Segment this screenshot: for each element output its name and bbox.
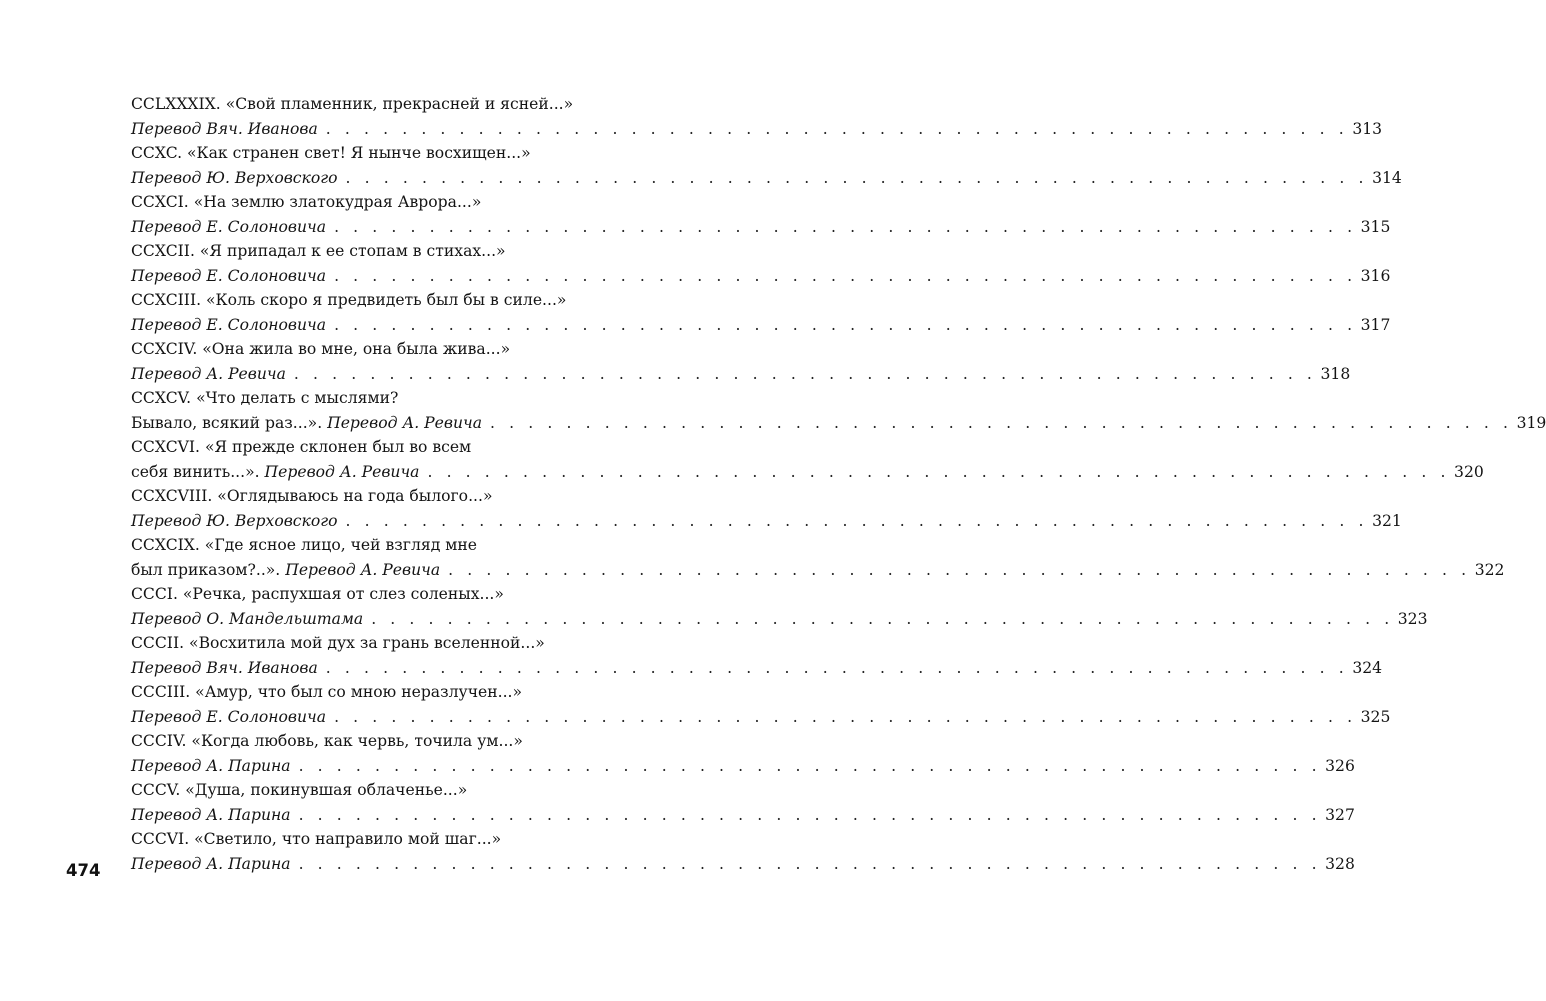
translator-credit: Перевод Вяч. Иванова (131, 119, 318, 138)
toc-entry (131, 582, 1428, 631)
toc-text (131, 607, 363, 632)
toc-leader-line (131, 215, 1391, 240)
page-ref: 323 (1397, 609, 1428, 628)
toc-text (131, 852, 291, 877)
poem-title: CCCIII. «Амур, что был со мною неразлучен...» (131, 683, 523, 701)
dot-leader: . . . . . . . . . . . . . . . . . . . . . . . . . . . . . . . . . . . . . . . . . . . . . . . . . . . . . . (334, 217, 1357, 236)
translator-credit: Перевод Е. Солоновича (131, 217, 327, 236)
page-ref: 314 (1372, 168, 1402, 187)
translator-credit: Перевод А. Ревича (285, 560, 441, 579)
toc-leader-line (131, 754, 1355, 779)
dot-leader: . . . . . . . . . . . . . . . . . . . . . . . . . . . . . . . . . . . . . . . . . . . . . . . . . . . . . . (448, 560, 1471, 579)
page-ref: 324 (1352, 658, 1383, 677)
poem-continuation: себя винить...». (131, 462, 265, 481)
page-ref: 316 (1360, 266, 1391, 285)
translator-credit: Перевод А. Парина (131, 854, 291, 873)
poem-continuation: был приказом?..». (131, 560, 286, 579)
poem-title: CCCI. «Речка, распухшая от слез соленых...» (131, 585, 504, 603)
toc-entry (131, 337, 1351, 386)
toc-text (131, 117, 318, 142)
dot-leader: . . . . . . . . . . . . . . . . . . . . . . . . . . . . . . . . . . . . . . . . . . . . . . . . . . . . . . (298, 805, 1322, 824)
toc-leader-line (131, 803, 1355, 828)
toc-leader-line (131, 509, 1402, 534)
translator-credit: Перевод Е. Солоновича (131, 707, 327, 726)
dot-leader: . . . . . . . . . . . . . . . . . . . . . . . . . . . . . . . . . . . . . . . . . . . . . . . . . . . . . . (490, 413, 1513, 432)
toc-text (131, 705, 326, 730)
page-ref: 327 (1325, 805, 1355, 824)
toc-leader-line (131, 607, 1428, 632)
poem-title: CCCVI. «Светило, что направило мой шаг...» (131, 830, 502, 848)
translator-credit: Перевод А. Ревича (327, 413, 483, 432)
dot-leader: . . . . . . . . . . . . . . . . . . . . . . . . . . . . . . . . . . . . . . . . . . . . . . . . . . . . . . (345, 168, 1369, 187)
page-ref: 326 (1325, 756, 1355, 775)
toc-leader-line (131, 852, 1355, 877)
dot-leader: . . . . . . . . . . . . . . . . . . . . . . . . . . . . . . . . . . . . . . . . . . . . . . . . . . . . . . (334, 266, 1357, 285)
poem-title: CCLXXXIX. «Свой пламенник, прекрасней и ясней...» (131, 95, 574, 113)
toc-text (131, 460, 419, 485)
translator-credit: Перевод Е. Солоновича (131, 266, 327, 285)
toc-entry (131, 386, 1546, 435)
dot-leader: . . . . . . . . . . . . . . . . . . . . . . . . . . . . . . . . . . . . . . . . . . . . . . . . . . . . . . (334, 707, 1357, 726)
poem-title: CCXCV. «Что делать с мыслями? (131, 389, 399, 407)
page-ref: 321 (1372, 511, 1402, 530)
dot-leader: . . . . . . . . . . . . . . . . . . . . . . . . . . . . . . . . . . . . . . . . . . . . . . . . . . . . . . (325, 119, 1349, 138)
poem-title: CCXC. «Как странен свет! Я нынче восхищен...» (131, 144, 531, 162)
dot-leader: . . . . . . . . . . . . . . . . . . . . . . . . . . . . . . . . . . . . . . . . . . . . . . . . . . . . . . (334, 315, 1357, 334)
translator-credit: Перевод А. Парина (131, 756, 291, 775)
toc-text (131, 656, 318, 681)
dot-leader: . . . . . . . . . . . . . . . . . . . . . . . . . . . . . . . . . . . . . . . . . . . . . . . . . . . . . . (293, 364, 1317, 383)
toc-text (131, 166, 338, 191)
toc-text (131, 803, 291, 828)
toc-entry (131, 435, 1484, 484)
translator-credit: Перевод Е. Солоновича (131, 315, 327, 334)
toc-entry (131, 631, 1383, 680)
toc-text (131, 509, 338, 534)
poem-title: CCXCVI. «Я прежде склонен был во всем (131, 438, 472, 456)
toc-entry (131, 288, 1391, 337)
toc-leader-line (131, 117, 1383, 142)
toc-leader-line (131, 656, 1383, 681)
toc-entry (131, 190, 1391, 239)
poem-title: CCCIV. «Когда любовь, как червь, точила ум...» (131, 732, 523, 750)
toc-text (131, 558, 440, 583)
toc-entry (131, 827, 1355, 876)
translator-credit: Перевод Ю. Верховского (131, 168, 338, 187)
table-of-contents (131, 92, 1546, 876)
translator-credit: Перевод О. Мандельштама (131, 609, 364, 628)
poem-continuation: Бывало, всякий раз...». (131, 413, 328, 432)
poem-title: CCCV. «Душа, покинувшая облаченье...» (131, 781, 468, 799)
toc-entry (131, 141, 1402, 190)
dot-leader: . . . . . . . . . . . . . . . . . . . . . . . . . . . . . . . . . . . . . . . . . . . . . . . . . . . . . . (325, 658, 1349, 677)
page-ref: 320 (1454, 462, 1484, 481)
page-ref: 325 (1360, 707, 1391, 726)
toc-entry (131, 484, 1402, 533)
toc-entry (131, 92, 1383, 141)
poem-title: CCXCI. «На землю златокудрая Аврора...» (131, 193, 482, 211)
translator-credit: Перевод Вяч. Иванова (131, 658, 318, 677)
toc-text (131, 215, 326, 240)
page-ref: 322 (1474, 560, 1505, 579)
toc-entry (131, 729, 1355, 778)
poem-title: CCXCVIII. «Оглядываюсь на года былого...» (131, 487, 493, 505)
page-ref: 319 (1516, 413, 1546, 432)
poem-title: CCXCIV. «Она жила во мне, она была жива...» (131, 340, 511, 358)
translator-credit: Перевод А. Ревича (264, 462, 420, 481)
translator-credit: Перевод Ю. Верховского (131, 511, 338, 530)
toc-leader-line (131, 558, 1505, 583)
toc-leader-line (131, 166, 1402, 191)
toc-entry (131, 680, 1391, 729)
toc-text (131, 264, 326, 289)
poem-title: CCXCIX. «Где ясное лицо, чей взгляд мне (131, 536, 478, 554)
toc-entry (131, 239, 1391, 288)
toc-text (131, 754, 291, 779)
dot-leader: . . . . . . . . . . . . . . . . . . . . . . . . . . . . . . . . . . . . . . . . . . . . . . . . . . . . . . (371, 609, 1394, 628)
dot-leader: . . . . . . . . . . . . . . . . . . . . . . . . . . . . . . . . . . . . . . . . . . . . . . . . . . . . . . (427, 462, 1451, 481)
toc-entry (131, 778, 1355, 827)
toc-text (131, 362, 286, 387)
dot-leader: . . . . . . . . . . . . . . . . . . . . . . . . . . . . . . . . . . . . . . . . . . . . . . . . . . . . . . (298, 854, 1322, 873)
toc-text (131, 313, 326, 338)
translator-credit: Перевод А. Ревича (131, 364, 286, 383)
poem-title: CCXCII. «Я припадал к ее стопам в стихах...» (131, 242, 506, 260)
page-ref: 328 (1325, 854, 1355, 873)
toc-leader-line (131, 313, 1391, 338)
page-ref: 318 (1320, 364, 1351, 383)
poem-title: CCCII. «Восхитила мой дух за грань вселенной...» (131, 634, 545, 652)
page-number: 474 (66, 861, 101, 880)
page-ref: 315 (1360, 217, 1391, 236)
translator-credit: Перевод А. Парина (131, 805, 291, 824)
dot-leader: . . . . . . . . . . . . . . . . . . . . . . . . . . . . . . . . . . . . . . . . . . . . . . . . . . . . . . (345, 511, 1369, 530)
dot-leader: . . . . . . . . . . . . . . . . . . . . . . . . . . . . . . . . . . . . . . . . . . . . . . . . . . . . . . (298, 756, 1322, 775)
toc-leader-line (131, 264, 1391, 289)
page-ref: 317 (1360, 315, 1391, 334)
toc-leader-line (131, 411, 1546, 436)
toc-leader-line (131, 705, 1391, 730)
poem-title: CCXCIII. «Коль скоро я предвидеть был бы в силе...» (131, 291, 567, 309)
page-ref: 313 (1352, 119, 1383, 138)
toc-leader-line (131, 460, 1484, 485)
toc-text (131, 411, 482, 436)
toc-leader-line (131, 362, 1351, 387)
toc-entry (131, 533, 1505, 582)
